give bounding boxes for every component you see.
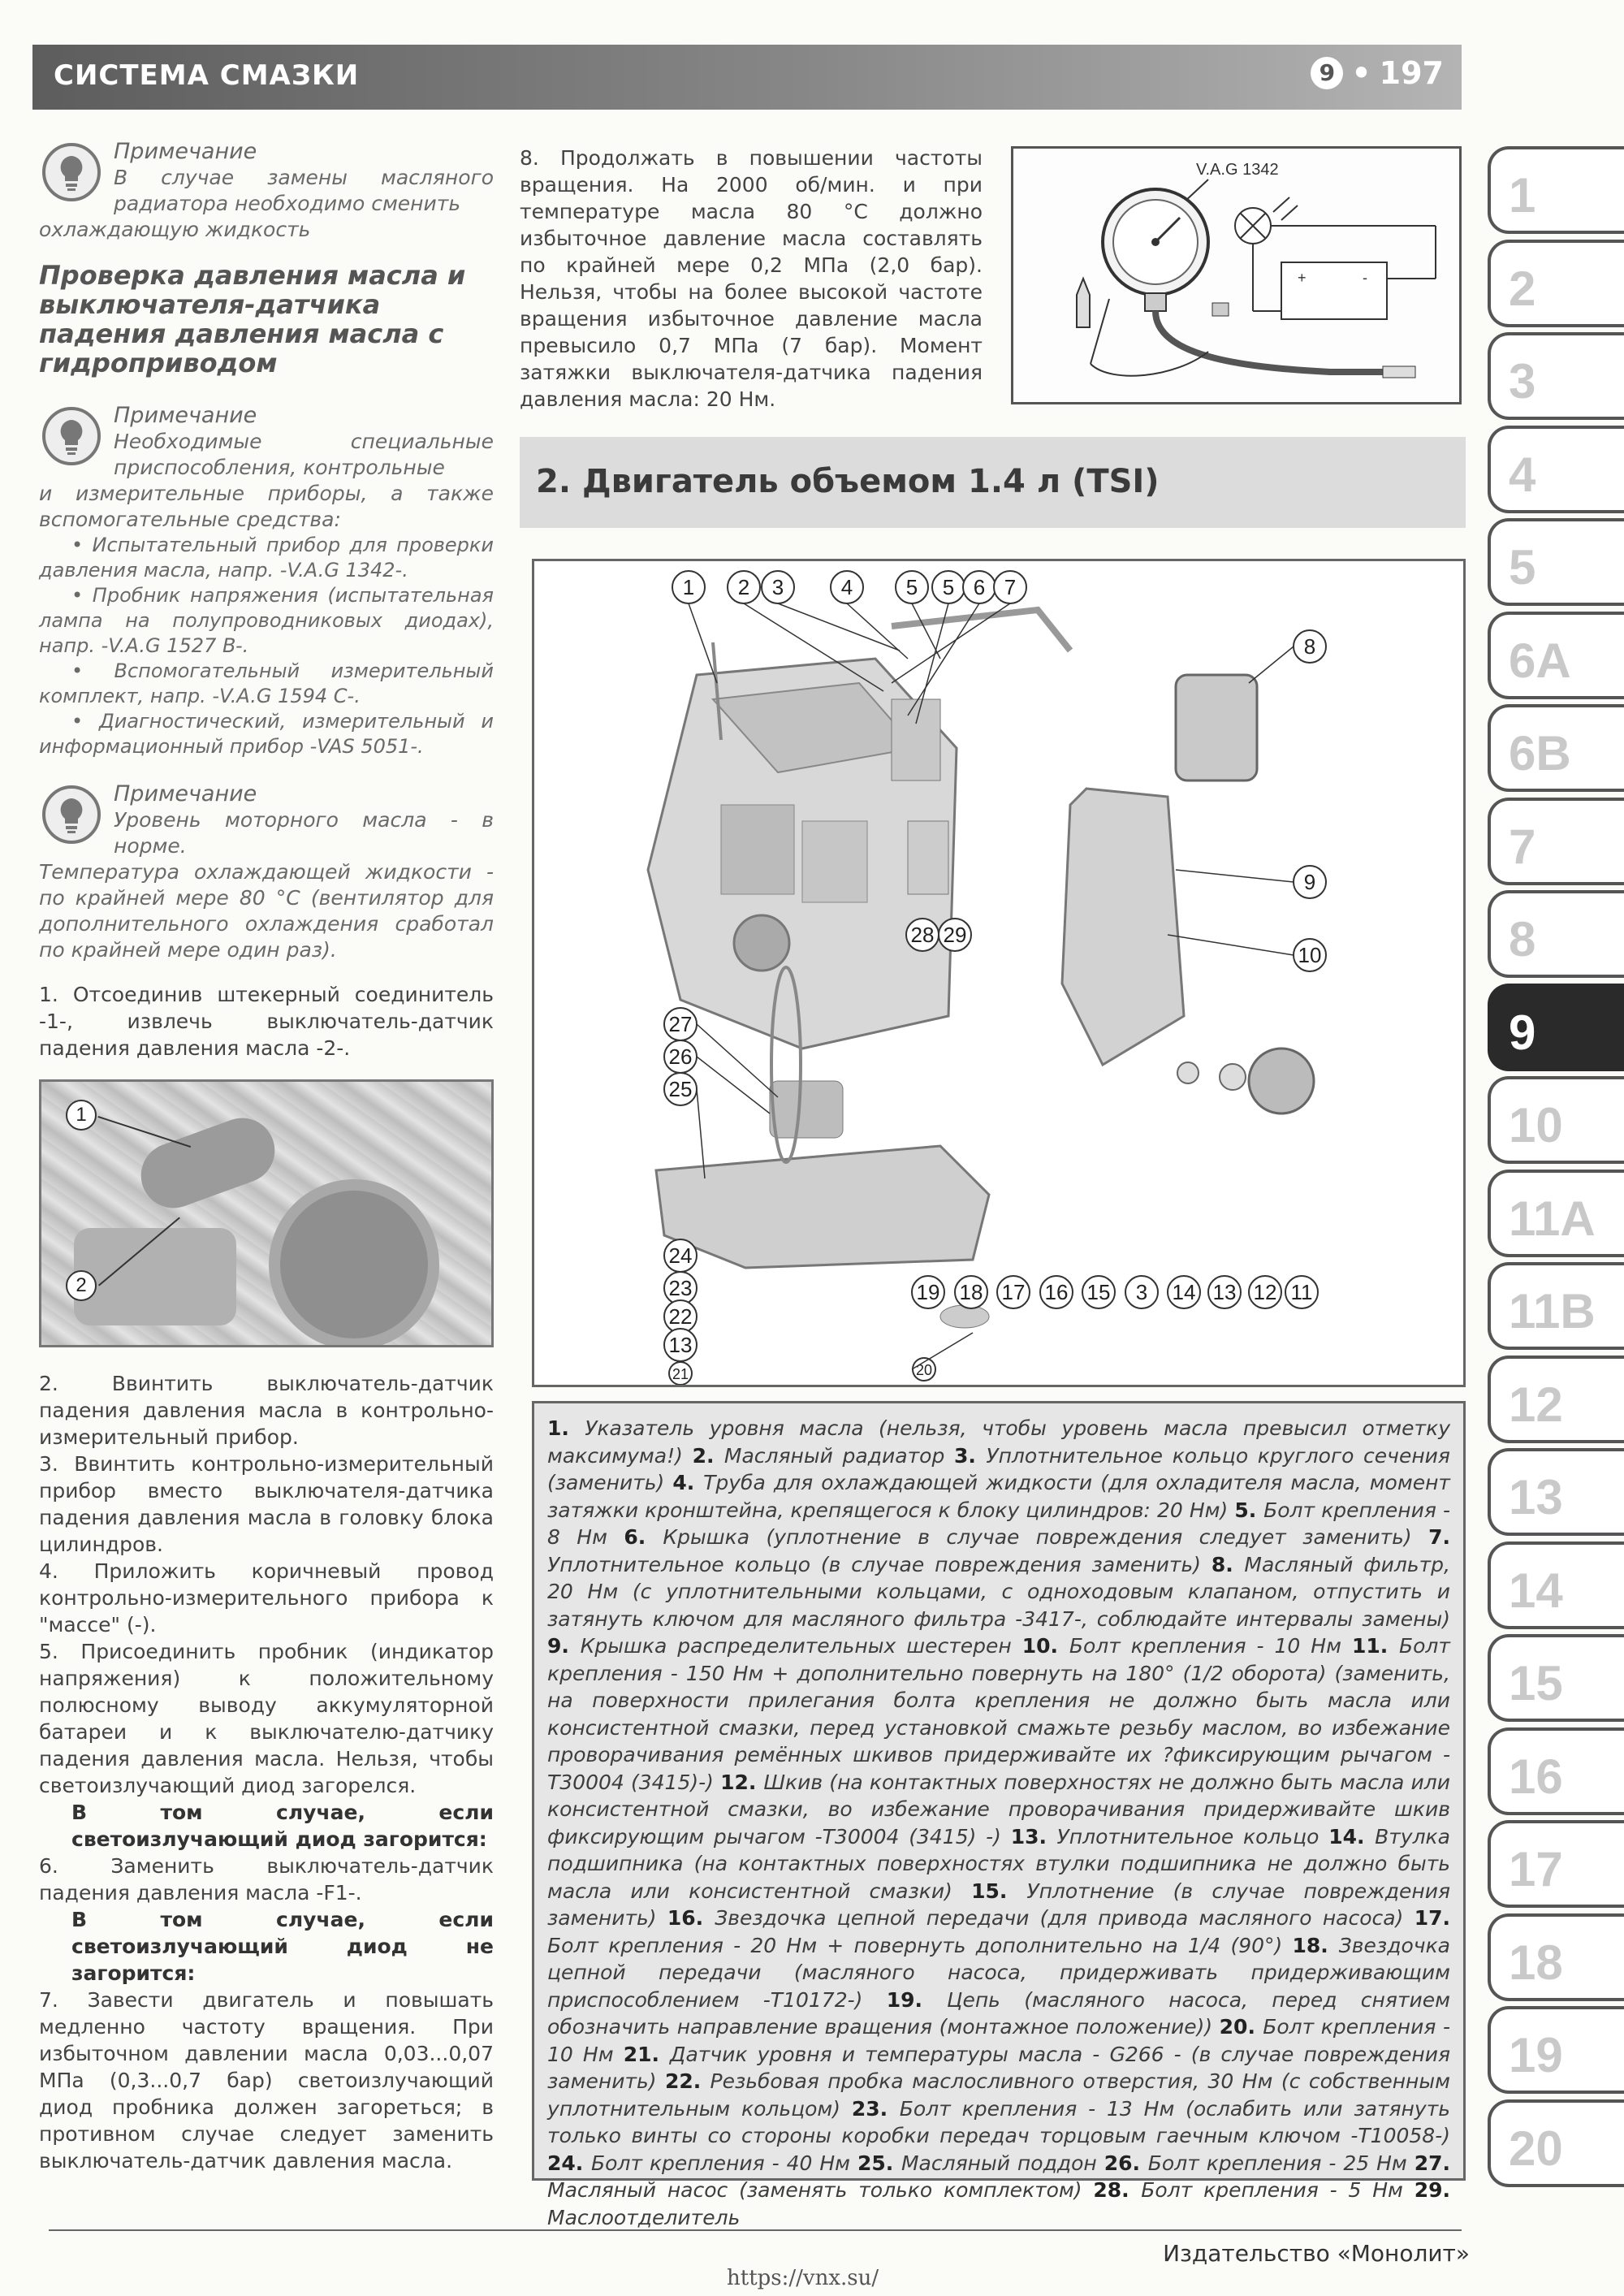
diagram-callout: 14 [1172,1280,1196,1304]
diagram-callout: 3 [1135,1280,1148,1304]
chapter-tab-15[interactable] [1488,1634,1624,1722]
caption-item: 13. Уплотнительное кольцо [1010,1824,1329,1848]
diagram-callout: 15 [1086,1280,1111,1304]
chapter-mark: 9 [1311,57,1343,89]
chapter-tab-label: 18 [1509,1935,1563,1990]
chapter-tab-label: 20 [1509,2121,1563,2176]
footer-rule [49,2229,1462,2231]
left-column [39,138,494,2174]
chapter-tab-label: 2 [1509,261,1536,316]
chapter-tab-14[interactable] [1488,1541,1624,1629]
lightbulb-icon [42,407,101,465]
step-4: 4. Приложить коричневый провод контрольно-измерительного прибора к "массе" (-). [39,1559,494,1637]
caption-item: 23. Болт крепления - 13 Нм (ослабить или затянуть только винты со стороны коробки передач торцовым гаечным ключом -T10058-) [547,2096,1450,2147]
diagram-callout: 11 [1290,1280,1313,1304]
chapter-tab-label: 15 [1509,1656,1563,1710]
diagram-callout: 10 [1298,943,1322,967]
diagram-callout: 26 [668,1044,693,1069]
case-1-title: В том случае, если светоизлучающий диод загорится: [71,1801,494,1851]
tool-bullet: • Испытательный прибор для проверки давления масла, напр. -V.A.G 1342-. [39,534,494,582]
lightbulb-icon [42,143,101,201]
diagram-callout: 4 [840,575,853,599]
chapter-tab-16[interactable] [1488,1727,1624,1815]
caption-item: 6. Крышка (уплотнение в случае повреждения следует заменить) [624,1525,1429,1549]
note-2-title: Примечание [114,403,257,428]
chapter-tab-4[interactable] [1488,426,1624,513]
chapter-tab-8[interactable] [1488,890,1624,978]
chapter-tab-label: 12 [1509,1377,1563,1432]
chapter-tab-6a[interactable] [1488,612,1624,699]
chapter-tab-label: 8 [1509,912,1536,966]
caption-item: 3. Уплотнительное кольцо круглого сечения (заменить) [547,1443,1450,1494]
section-title: СИСТЕМА СМАЗКИ [54,59,360,92]
note-3-title: Примечание [114,781,257,806]
caption-item: 8. Масляный фильтр, 20 Нм (с уплотнительными кольцами, с одноходовым клапаном, отпустить и затянуть ключом для масляного фильтра -3417-, соблюдайте интервалы замены) [547,1552,1450,1631]
chapter-tab-label: 1 [1509,168,1536,223]
caption-item: 14. Втулка подшипника (на контактных поверхностях втулки подшипника не должно быть масла или консистентной смазки) [547,1824,1450,1903]
step-7: 7. Завести двигатель и повышать медленно частоту вращения. При избыточном давлении масла 0,03...0,07 МПа (0,3...0,7 бар) светоизлучающий диод пробника должен загореться; в противном случае следует заменить выключатель-датчик давления масла. [39,1988,494,2173]
diagram-callout: 25 [668,1077,693,1101]
chapter-tab-label: 16 [1509,1749,1563,1804]
page-number-block [1311,55,1444,91]
diagram-callout: 24 [668,1243,693,1268]
diagram-callout: 29 [943,923,967,947]
step-8: 8. Продолжать в повышении частоты вращения. На 2000 об/мин. и при температуре масла 80 °C должно избыточное давление масла составлять по крайней мере 0,2 МПа (2,0 бар). Нельзя, чтобы на более высокой частоте вращения избыточное давление масла превысило 0,7 МПа (7 бар). Момент затяжки выключателя-датчика падения давления масла: 20 Нм. [520,146,983,411]
diagram-callout: 12 [1253,1280,1277,1304]
caption-item: 20. Болт крепления - 10 Нм [547,2015,1450,2066]
chapter-tab-label: 19 [1509,2028,1563,2082]
caption-item: 15. Уплотнение (в случае повреждения заменить) [547,1879,1450,1930]
caption-item: 28. Болт крепления - 5 Нм [1093,2178,1415,2202]
caption-item: 4. Труба для охлаждающей жидкости (для охладителя масла, момент затяжки кронштейна, крепящегося к блоку цилиндров: 20 Нм) [547,1471,1450,1522]
diagram-callout: 9 [1303,870,1316,894]
section-heading: 2. Двигатель объемом 1.4 л (TSI) [536,463,1160,500]
middle-column [520,145,983,413]
step-1: 1. Отсоединив штекерный соединитель -1-, извлечь выключатель-датчик падения давления масла -2-. [39,983,494,1060]
caption-item: 25. Масляный поддон [857,2151,1104,2175]
chapter-tab-label: 7 [1509,819,1536,874]
chapter-tab-12[interactable] [1488,1356,1624,1443]
diagram-callout: 23 [668,1276,693,1300]
caption-item: 9. Крышка распределительных шестерен [547,1634,1022,1658]
chapter-tab-2[interactable] [1488,240,1624,327]
chapter-tab-5[interactable] [1488,518,1624,606]
note-1-tail: охлаждающую жидкость [39,218,311,241]
chapter-tab-18[interactable] [1488,1913,1624,2001]
chapter-tab-label: 11B [1509,1284,1596,1338]
photo-callout: 2 [66,1270,97,1301]
engine-exploded-diagram [532,559,1466,1387]
diagram-callout: 18 [959,1280,983,1304]
case-2-title: В том случае, если светоизлучающий диод не загорится: [71,1908,494,1985]
photo-callout: 1 [66,1100,97,1131]
diagram-callout: 2 [737,575,750,599]
caption-item: 18. Звездочка цепной передачи (масляного насоса, придерживать придерживающим приспособлением -T10172-) [547,1933,1450,2012]
step-6: 6. Заменить выключатель-датчик падения давления масла -F1-. [39,1854,494,1905]
chapter-tab-9[interactable] [1488,984,1624,1071]
chapter-tab-label: 13 [1509,1470,1563,1524]
chapter-tab-7[interactable] [1488,798,1624,885]
chapter-tab-label: 14 [1509,1563,1563,1618]
step-3: 3. Ввинтить контрольно-измерительный прибор вместо выключателя-датчика падения давления масла в головку блока цилиндров. [39,1452,494,1556]
note-1 [39,138,494,243]
section-banner [520,437,1466,528]
caption-item: 19. Цепь (масляного насоса, перед снятием обозначить направление вращения (монтажное положение)) [547,1987,1450,2039]
note-2-body: Необходимые специальные приспособления, контрольные [114,430,494,479]
lightbulb-icon [42,785,101,844]
caption-text [547,1415,1450,2231]
caption-item: 16. Звездочка цепной передачи (для привода масляного насоса) [667,1906,1415,1930]
chapter-tab-17[interactable] [1488,1820,1624,1908]
diagram-callout: 1 [682,575,695,599]
diagram-callout: 5 [905,575,918,599]
note-2 [39,402,494,759]
diagram-callout: 20 [915,1362,933,1378]
step-5: 5. Присоединить пробник (индикатор напряжения) к положительному полюсному выводу аккумуляторной батареи и к выключателю-датчику падения давления масла. Нельзя, чтобы светоизлучающий диод загорелся. [39,1640,494,1797]
gauge-label: V.A.G 1342 [1196,161,1279,179]
caption-item: 26. Болт крепления - 25 Нм [1104,2151,1415,2175]
caption-item: 22. Резьбовая пробка маслосливного отверстия, 30 Нм (с собственным уплотнительным кольцом) [547,2069,1450,2121]
chapter-tab-6b[interactable] [1488,704,1624,792]
chapter-tab-3[interactable] [1488,332,1624,420]
chapter-tab-20[interactable] [1488,2099,1624,2187]
chapter-tab-label: 17 [1509,1842,1563,1896]
diagram-callout: 16 [1044,1280,1069,1304]
chapter-tab-19[interactable] [1488,2006,1624,2094]
caption-item: 7. Уплотнительное кольцо (в случае повреждения заменить) [547,1525,1450,1576]
chapter-tab-label: 9 [1509,1005,1536,1060]
diagram-callout: 13 [1212,1280,1237,1304]
chapter-tab-label: 6B [1509,726,1571,780]
svg-text:+: + [1298,270,1307,286]
diagram-callout: 6 [973,575,986,599]
diagram-callout: 5 [942,575,955,599]
note-1-title: Примечание [114,139,257,164]
chapter-tab-label: 5 [1509,540,1536,595]
page-number: 197 [1379,55,1444,91]
page-header [32,45,1462,110]
caption-item: 5. Болт крепления - 8 Нм [547,1498,1450,1549]
tool-bullet: • Диагностический, измерительный и информационный прибор -VAS 5051-. [39,710,494,758]
chapter-tab-13[interactable] [1488,1448,1624,1536]
note-3-tail: Температура охлаждающей жидкости - по крайней мере 80 °C (вентилятор для дополнительного охлаждения сработал по крайней мере один раз). [39,860,494,962]
chapter-tab-label: 6A [1509,633,1571,688]
chapter-tab-11a[interactable] [1488,1170,1624,1257]
diagram-callout: 21 [672,1366,689,1382]
caption-item: 21. Датчик уровня и температуры масла - G266 - (в случае повреждения заменить) [547,2042,1450,2093]
diagram-callout: 7 [1004,575,1017,599]
chapter-tab-1[interactable] [1488,146,1624,234]
caption-item: 12. Шкив (на контактных поверхностях не должно быть масла или консистентной смазки, во избежание проворачивания придерживайте шкив фиксирующим рычагом -T30004 (3415) -) [547,1770,1450,1848]
subsection-heading: Проверка давления масла и выключателя-датчика падения давления масла с гидроприводом [39,260,466,378]
diagram-callout: 28 [910,923,935,947]
pressure-gauge-diagram [1011,146,1462,404]
caption-item: 29. Маслоотделитель [547,2178,1450,2229]
diagram-caption [532,1401,1466,2229]
note-2-tail: и измерительные приборы, а также вспомогательные средства: [39,482,494,531]
diagram-callout: 3 [771,575,784,599]
diagram-callout: 19 [916,1280,940,1304]
source-url[interactable]: https://vnx.su/ [727,2266,879,2290]
caption-item: 17. Болт крепления - 20 Нм + повернуть дополнительно на 1/4 (90°) [547,1906,1450,1957]
diagram-callout: 17 [1001,1280,1026,1304]
note-3-body: Уровень моторного масла - в норме. [114,808,494,858]
page-separator: • [1351,55,1371,91]
publisher: Издательство «Монолит» [1163,2240,1470,2267]
diagram-callout: 22 [668,1304,693,1329]
chapter-tab-label: 4 [1509,447,1536,502]
note-1-body: В случае замены масляного радиатора необходимо сменить [114,166,494,215]
chapter-tab-10[interactable] [1488,1076,1624,1164]
note-3 [39,780,494,963]
chapter-tab-11b[interactable] [1488,1262,1624,1350]
caption-item: 10. Болт крепления - 10 Нм [1021,1634,1352,1658]
caption-item: 2. Масляный радиатор [692,1443,954,1468]
diagram-callout: 8 [1303,634,1316,659]
diagram-callout: 27 [668,1012,693,1036]
caption-item: 1. Указатель уровня масла (нельзя, чтобы уровень масла превысил отметку максимума!) [547,1416,1450,1468]
chapter-tab-label: 11A [1509,1191,1596,1246]
step-2: 2. Ввинтить выключатель-датчик падения давления масла в контрольно-измерительный прибор. [39,1372,494,1449]
diagram-callout: 13 [668,1333,693,1357]
caption-item: 24. Болт крепления - 40 Нм [547,2151,857,2175]
svg-text:-: - [1363,270,1367,286]
caption-item: 27. Масляный насос (заменять только комплектом) [547,2151,1451,2202]
chapter-tab-label: 3 [1509,354,1536,409]
caption-item: 11. Болт крепления - 150 Нм + дополнительно повернуть на 180° (1/2 оборота) (заменить, на поверхности прилегания болта крепления не должно быть масла или консистентной смазки, перед установкой смажьте резьбу маслом, во избежание проворачивания ремённых шкивов придерживайте их ?фиксирующим рычагом -T30004 (3415)-) [547,1634,1450,1794]
sensor-photo [39,1079,494,1347]
tool-bullet: • Пробник напряжения (испытательная лампа на полупроводниковых диодах), напр. -V.A.G 1527 B-. [39,584,494,657]
tool-bullet: • Вспомогательный измерительный комплект, напр. -V.A.G 1594 C-. [39,659,494,707]
chapter-tab-label: 10 [1509,1098,1563,1152]
